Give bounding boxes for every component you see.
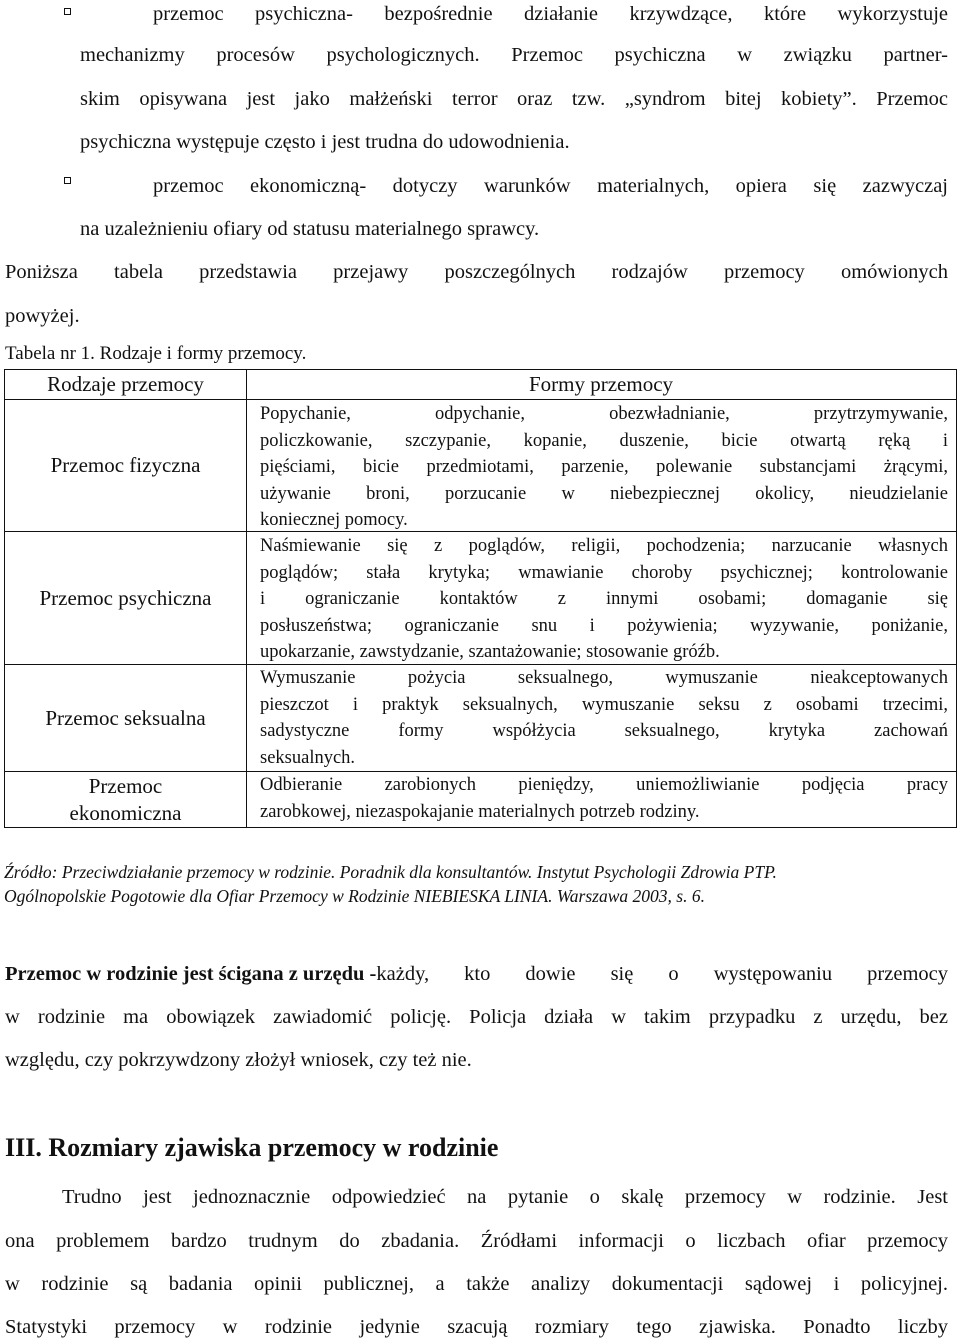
row-forms-physical (260, 401, 948, 534)
row-forms-psychological (260, 533, 948, 666)
table-source-line: Źródło: Przeciwdziałanie przemocy w rodzinie. Poradnik dla konsultantów. Instytut Psychologii Zdrowia PTP. (4, 862, 777, 882)
intro-text-line: powyżej. (5, 305, 80, 327)
row-type-economic (5, 772, 246, 828)
section-title: Rozmiary zjawiska przemocy w rodzinie (41, 1133, 499, 1162)
bullet-text-line: psychiczna występuje często i jest trudna do udowodnienia. (80, 131, 570, 153)
scale-paragraph-line: Statystyki przemocy w rodzinie jedynie szacują rozmiary tego zjawiska. Ponadto liczby (5, 1316, 948, 1338)
bullet-marker (64, 8, 71, 15)
column-divider (246, 370, 247, 827)
forms-line: upokarzanie, zawstydzanie, szantażowanie; stosowanie gróźb. (260, 642, 720, 662)
bullet-text-line: skim opisywana jest jako małżeński terror oraz tzw. „syndrom bitej kobiety”. Przemoc (80, 88, 948, 110)
prosecution-paragraph-line: w rodzinie ma obowiązek zawiadomić policję. Policja działa w takim przypadku z urzędu, bez (5, 1006, 948, 1028)
bullet-marker (64, 177, 71, 184)
forms-line: i ograniczanie kontaktów z innymi osobami; domaganie się (260, 589, 948, 609)
bullet-text-line: przemoc ekonomiczną- dotyczy warunków materialnych, opiera się zazwyczaj (153, 175, 948, 197)
scale-paragraph-line: Trudno jest jednoznacznie odpowiedzieć na pytanie o skalę przemocy w rodzinie. Jest (62, 1186, 948, 1208)
table-header-types: Rodzaje przemocy (47, 372, 204, 396)
scale-paragraph-line: ona problemem bardzo trudnym do zbadania. Źródłami informacji o liczbach ofiar przemocy (5, 1230, 948, 1252)
forms-line: Popychanie, odpychanie, obezwładnianie, przytrzymywanie, (260, 404, 948, 424)
forms-line: Wymuszanie pożycia seksualnego, wymuszanie nieakceptowanych (260, 668, 948, 688)
row-forms-economic (260, 772, 948, 825)
violence-table (4, 369, 957, 828)
forms-line: sadystyczne formy współżycia seksualnego, krytyka zachowań (260, 721, 948, 741)
forms-line: seksualnych. (260, 747, 356, 768)
forms-line: używanie broni, porzucanie w niebezpiecznej okolicy, nieudzielanie (260, 483, 948, 504)
bullet-text-line: przemoc psychiczna- bezpośrednie działanie krzywdzące, które wykorzystuje (153, 3, 948, 25)
forms-line: Odbieranie zarobionych pieniędzy, uniemożliwianie podjęcia pracy (260, 775, 948, 795)
forms-line: poglądów; stała krytyka; wmawianie choroby psychicznej; kontrolowanie (260, 562, 948, 583)
prosecution-paragraph-line: względu, czy pokrzywdzony złożył wniosek, czy też nie. (5, 1049, 472, 1071)
table-caption: Tabela nr 1. Rodzaje i formy przemocy. (5, 343, 307, 364)
prosecution-lead: Przemoc w rodzinie jest ścigana z urzędu - (5, 963, 377, 985)
forms-line: policzkowanie, szczypanie, kopanie, duszenie, bicie otwartą ręką i (260, 430, 948, 451)
forms-line: Naśmiewanie się z poglądów, religii, pochodzenia; narzucanie własnych (260, 536, 948, 556)
section-heading (5, 1133, 498, 1163)
forms-line: pięściami, bicie przedmiotami, parzenie, polewanie substancjami żrącymi, (260, 457, 948, 477)
row-type-line: Przemoc (88, 774, 163, 798)
bullet-text-line: na uzależnieniu ofiary od statusu materialnego sprawcy. (80, 218, 540, 240)
table-header-forms: Formy przemocy (528, 372, 674, 396)
forms-line: zarobkowej, niezaspokajanie materialnych potrzeb rodziny. (260, 801, 700, 822)
row-forms-sexual (260, 665, 948, 771)
forms-line: koniecznej pomocy. (260, 510, 408, 530)
intro-text-line: Poniższa tabela przedstawia przejawy poszczególnych rodzajów przemocy omówionych (5, 261, 948, 283)
scale-paragraph-line: w rodzinie są badania opinii publicznej, a także analizy dokumentacji sądowej i policyjnej. (5, 1273, 948, 1295)
row-type-line: ekonomiczna (69, 801, 182, 825)
row-type-psychological: Przemoc psychiczna (39, 585, 212, 610)
forms-line: posłuszeństwa; ograniczanie snu i pożywienia; wyzywanie, poniżanie, (260, 615, 948, 636)
table-source-line: Ogólnopolskie Pogotowie dla Ofiar Przemocy w Rodzinie NIEBIESKA LINIA. Warszawa 2003, s. 6. (4, 886, 705, 906)
bullet-text-line: mechanizmy procesów psychologicznych. Przemoc psychiczna w związku partner- (80, 44, 948, 66)
section-number: III. (5, 1133, 42, 1162)
prosecution-paragraph-line (5, 962, 948, 986)
row-type-sexual: Przemoc seksualna (45, 705, 206, 730)
row-type-physical: Przemoc fizyczna (50, 453, 201, 477)
prosecution-rest: każdy, kto dowie się o występowaniu przemocy (376, 963, 948, 985)
forms-line: pieszczot i praktyk seksualnych, wymuszanie seksu z osobami trzecimi, (260, 694, 948, 715)
